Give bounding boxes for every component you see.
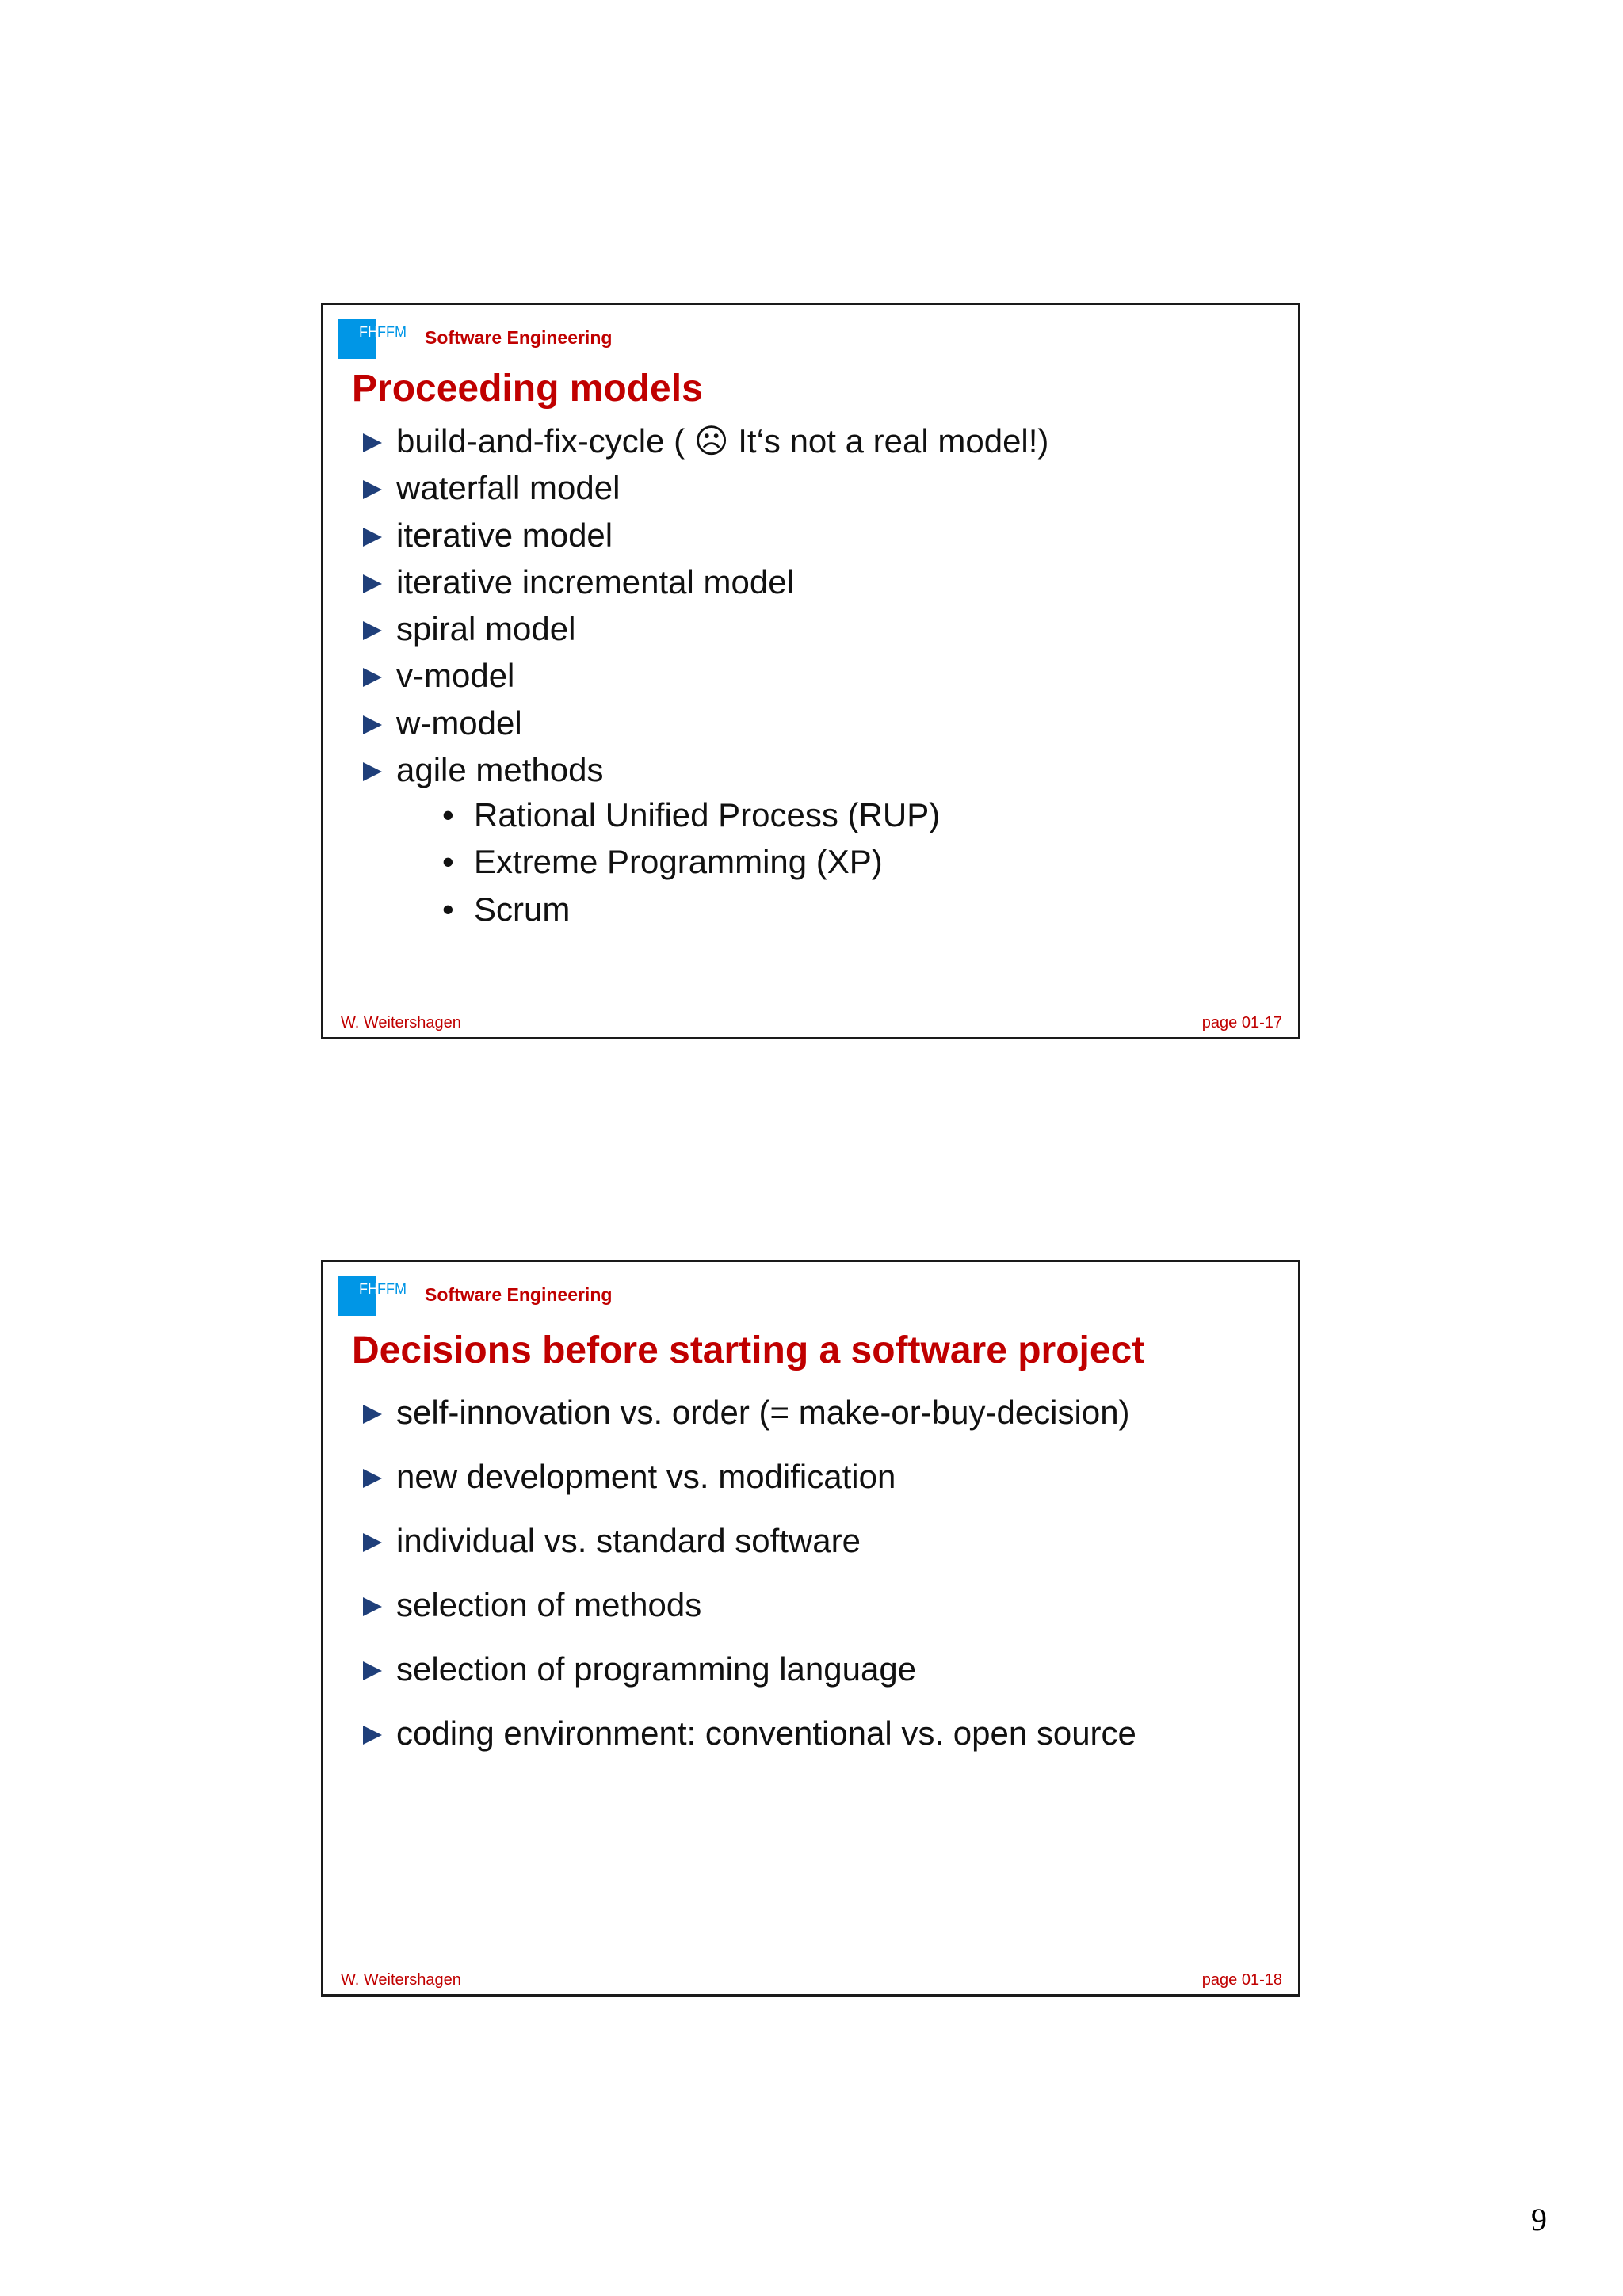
bullet-item (355, 1456, 1136, 1520)
bullet-text: selection of methods (396, 1586, 702, 1623)
logo-ffm-text: FFM (377, 324, 407, 340)
slide-page-reference: page 01-18 (1201, 1971, 1282, 1989)
sub-bullet-list (442, 795, 940, 936)
triangle-bullet-icon (363, 1405, 382, 1424)
bullet-text: waterfall model (396, 469, 621, 507)
triangle-bullet-icon (363, 433, 382, 452)
bullet-text: coding environment: conventional vs. open source (396, 1714, 1136, 1752)
triangle-bullet-icon (363, 1726, 382, 1745)
slide-title: Decisions before starting a software project (352, 1329, 1145, 1371)
slide-author: W. Weitershagen (341, 1971, 461, 1989)
logo-ffm-text: FFM (377, 1281, 407, 1297)
bullet-item (355, 515, 1048, 562)
triangle-bullet-icon (363, 1597, 382, 1616)
sub-bullet-item (442, 889, 940, 936)
sub-bullet-text: Extreme Programming (XP) (474, 843, 883, 881)
slide-author: W. Weitershagen (341, 1014, 461, 1032)
bullet-item (355, 1585, 1136, 1649)
bullet-item (355, 703, 1048, 749)
bullet-item (355, 562, 1048, 608)
bullet-text: spiral model (396, 610, 576, 648)
bullet-list (355, 421, 1048, 796)
bullet-item (355, 467, 1048, 514)
slide-title: Proceeding models (352, 368, 703, 410)
sub-bullet-text: Rational Unified Process (RUP) (474, 796, 941, 833)
triangle-bullet-icon (363, 574, 382, 593)
bullet-item (355, 421, 1048, 467)
triangle-bullet-icon (363, 668, 382, 687)
triangle-bullet-icon (363, 1533, 382, 1552)
bullet-text: self-innovation vs. order (= make-or-buy-decision) (396, 1394, 1130, 1431)
bullet-text: iterative model (396, 516, 613, 554)
triangle-bullet-icon (363, 480, 382, 499)
bullet-item (355, 1649, 1136, 1713)
bullet-text: selection of programming language (396, 1650, 917, 1688)
bullet-item (355, 1713, 1136, 1777)
fh-ffm-logo (338, 319, 407, 359)
logo-fh-text: FH (359, 324, 378, 340)
triangle-bullet-icon (363, 1469, 382, 1488)
course-name: Software Engineering (425, 327, 613, 348)
triangle-bullet-icon (363, 528, 382, 547)
bullet-list (355, 1392, 1136, 1777)
bullet-text: v-model (396, 657, 515, 695)
dot-bullet-icon: • (442, 843, 454, 881)
dot-bullet-icon: • (442, 796, 454, 833)
slide-1 (321, 303, 1300, 1039)
slide-page-reference: page 01-17 (1201, 1014, 1282, 1032)
sub-bullet-item (442, 795, 940, 841)
bullet-item (355, 1392, 1136, 1456)
fh-ffm-logo (338, 1276, 407, 1316)
bullet-item (355, 608, 1048, 655)
sub-bullet-text: Scrum (474, 890, 571, 928)
bullet-item (355, 749, 1048, 796)
bullet-text: individual vs. standard software (396, 1522, 861, 1559)
bullet-text: new development vs. modification (396, 1458, 896, 1495)
bullet-text: w-model (396, 704, 522, 742)
bullet-item (355, 655, 1048, 702)
bullet-text: build-and-fix-cycle ( ☹ It‘s not a real model!) (396, 422, 1049, 460)
course-name: Software Engineering (425, 1284, 613, 1305)
bullet-item (355, 1520, 1136, 1585)
bullet-text: iterative incremental model (396, 563, 794, 601)
logo-fh-text: FH (359, 1281, 378, 1297)
slide-2 (321, 1260, 1300, 1997)
bullet-text: agile methods (396, 751, 604, 789)
triangle-bullet-icon (363, 715, 382, 734)
page-number: 9 (1531, 2202, 1547, 2237)
dot-bullet-icon: • (442, 890, 454, 928)
triangle-bullet-icon (363, 1661, 382, 1680)
triangle-bullet-icon (363, 762, 382, 781)
sub-bullet-item (442, 841, 940, 888)
triangle-bullet-icon (363, 621, 382, 640)
